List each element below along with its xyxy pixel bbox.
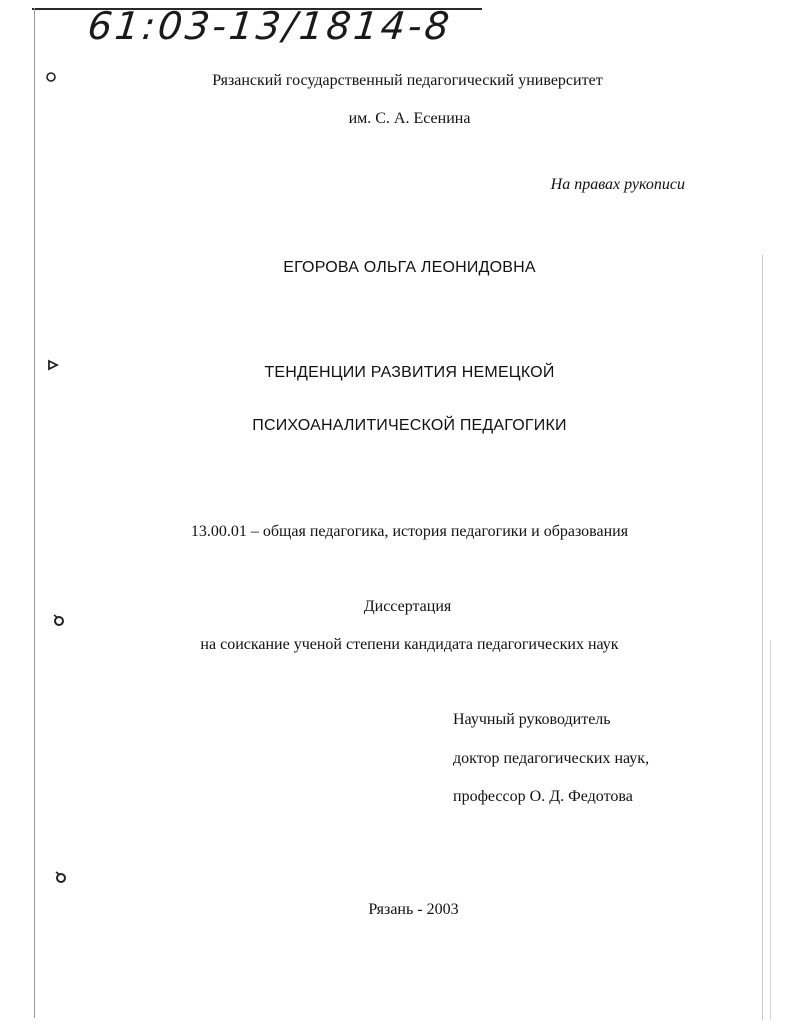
supervisor-name: профессор О. Д. Федотова [453,788,633,805]
dissertation-title-line-1: ТЕНДЕНЦИИ РАЗВИТИЯ НЕМЕЦКОЙ [264,364,555,381]
dissertation-title-line-2: ПСИХОАНАЛИТИЧЕСКОЙ ПЕДАГОГИКИ [252,417,567,434]
punch-hole-icon [54,870,68,884]
document-type: Диссертация [363,598,452,615]
university-name: Рязанский государственный педагогический университет [212,72,603,89]
supervisor-label: Научный руководитель [453,711,611,728]
archive-stamp: 61:03-13/1814-8 [85,4,455,48]
scan-border-right-secondary [770,640,771,1020]
author-name: ЕГОРОВА ОЛЬГА ЛЕОНИДОВНА [283,259,536,276]
specialty-code: 13.00.01 – общая педагогика, история педагогики и образования [190,523,629,540]
supervisor-degree: доктор педагогических наук, [453,750,650,767]
scan-border-left [34,8,35,1018]
degree-statement: на соискание ученой степени кандидата педагогических наук [200,636,619,653]
city-year: Рязань - 2003 [368,901,459,918]
university-named-after: им. С. А. Есенина [348,110,471,127]
manuscript-note: На правах рукописи [550,176,685,193]
